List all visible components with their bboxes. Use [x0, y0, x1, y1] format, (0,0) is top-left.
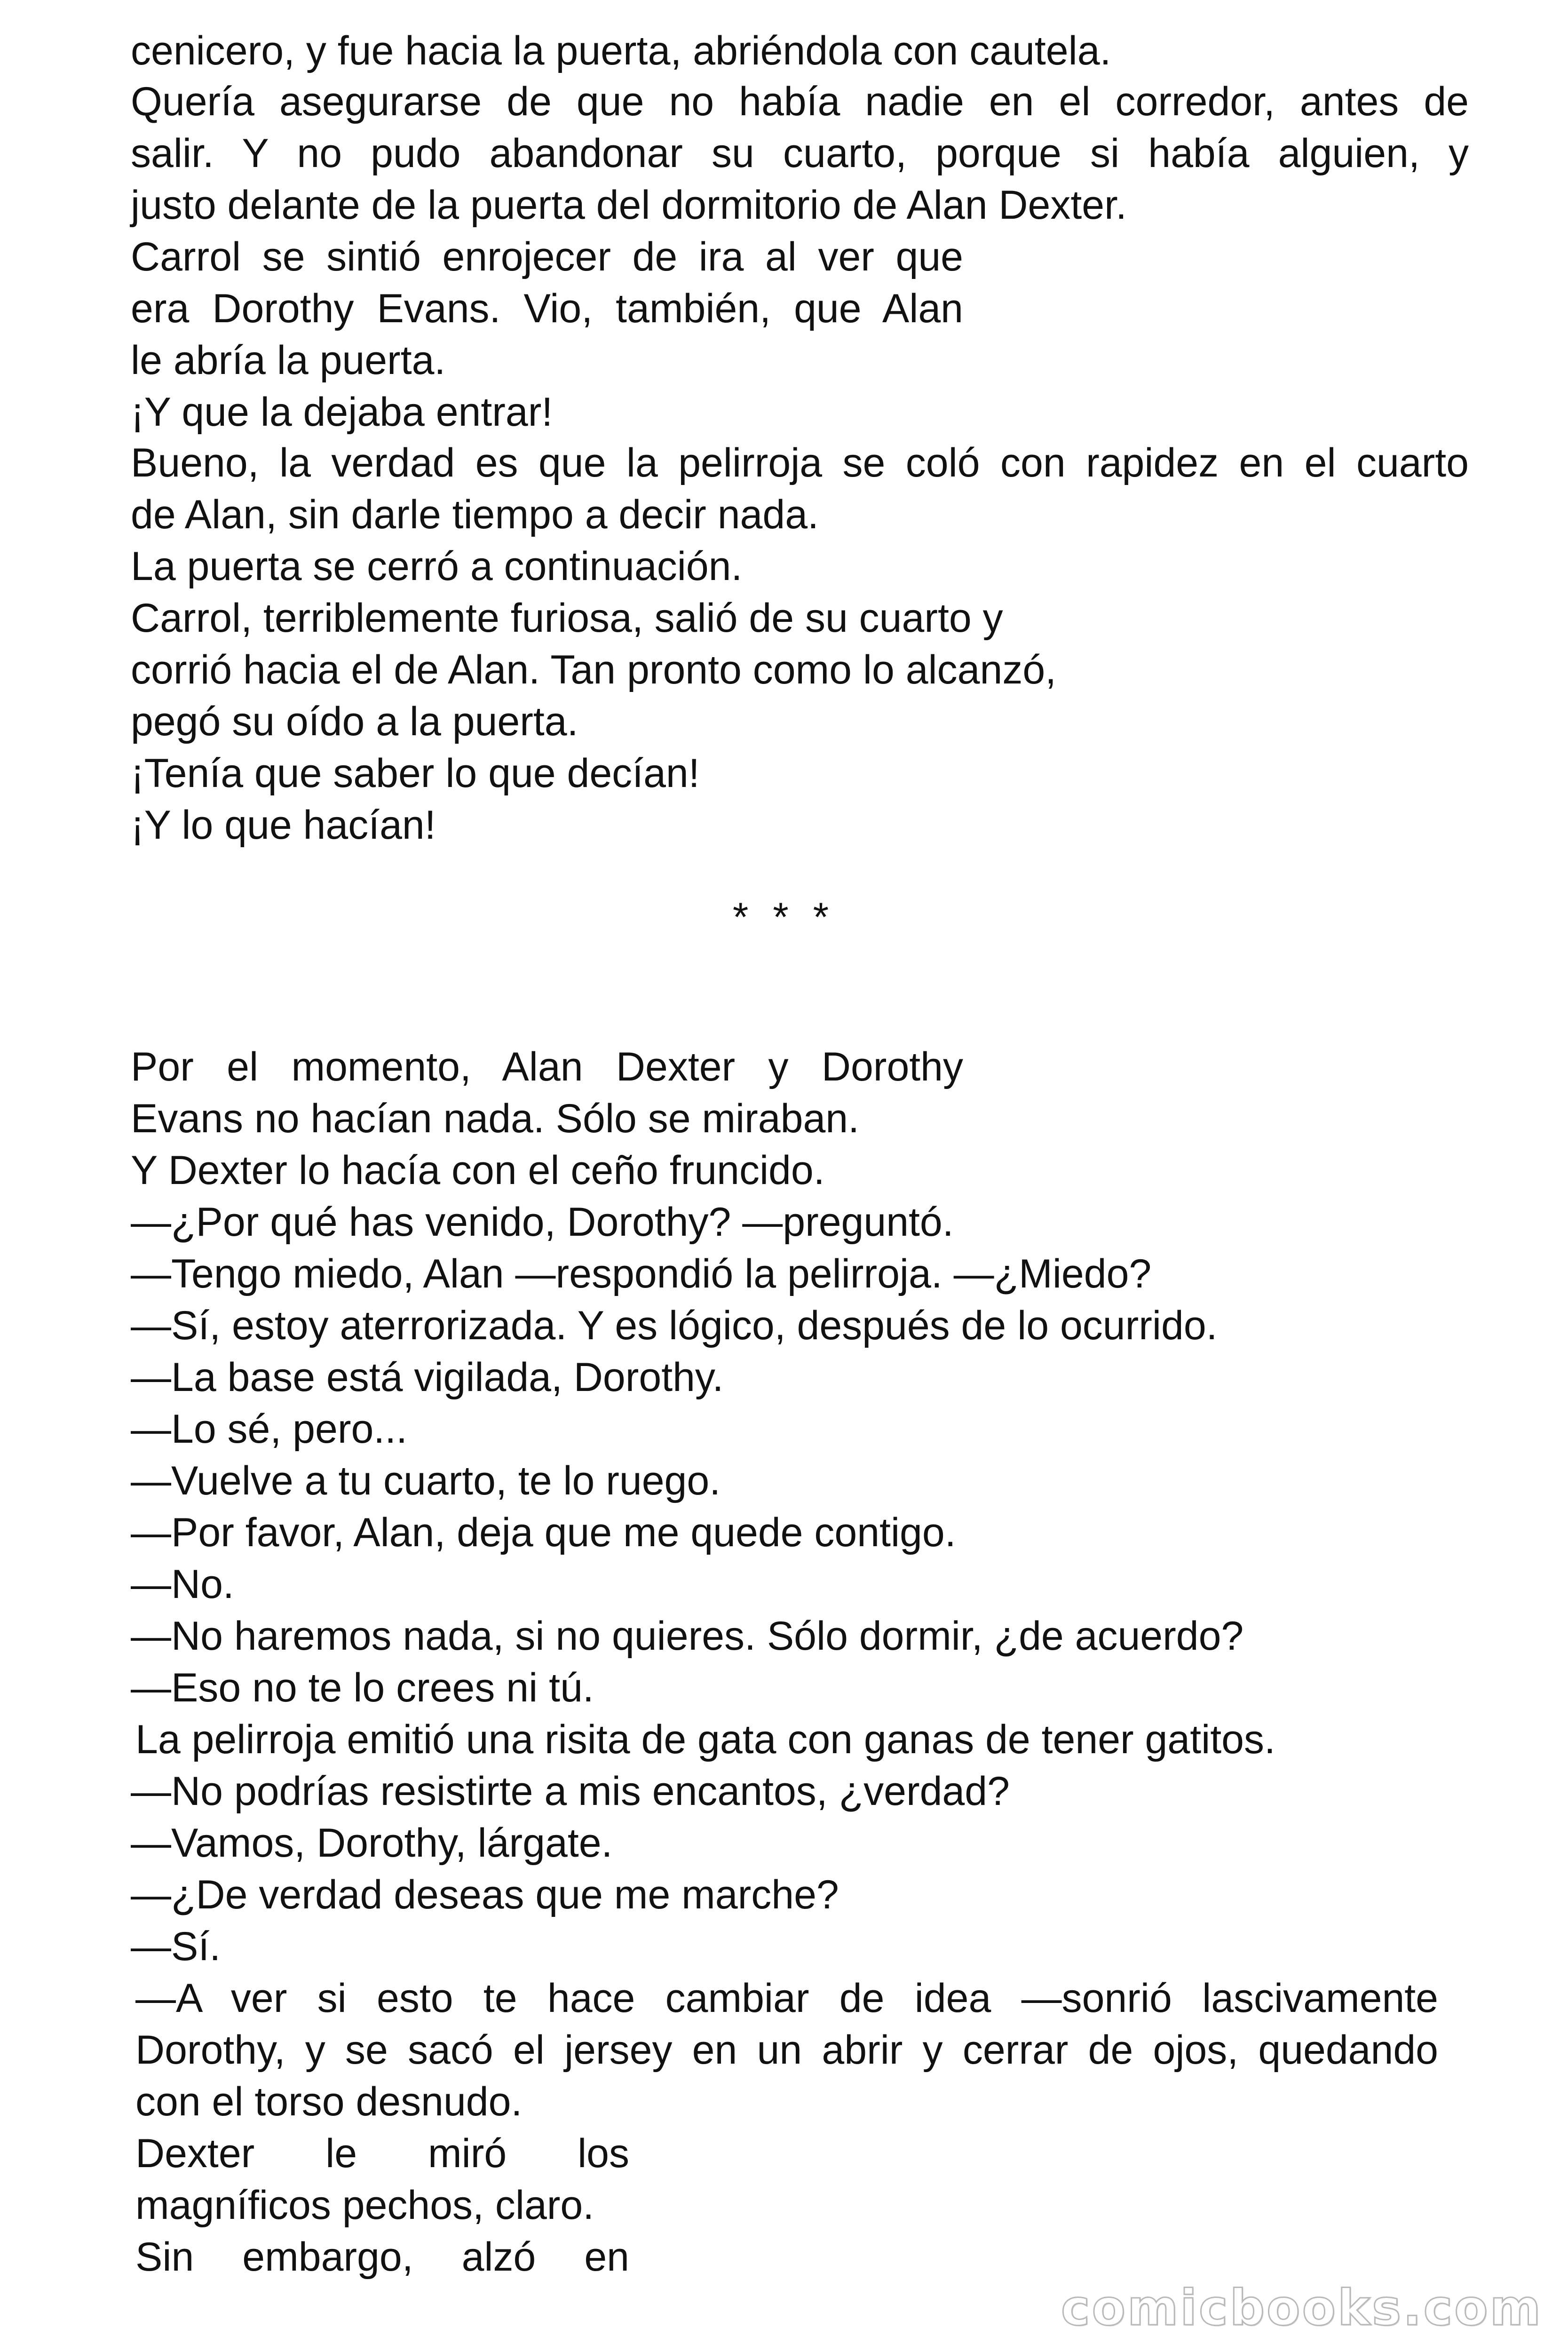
text-line: —No podrías resistirte a mis encantos, ¿verdad? [131, 1769, 1010, 1814]
text-line: Carrol se sintió enrojecer de ira al ver que [131, 234, 963, 279]
text-line: —A ver si esto te hace cambiar de idea —sonrió lascivamente [135, 1976, 1438, 2021]
watermark-logo: comicbooks.com [1061, 2279, 1543, 2336]
text-line: Dorothy, y se sacó el jersey en un abrir y cerrar de ojos, quedando [135, 2027, 1438, 2073]
text-line: —Eso no te lo crees ni tú. [131, 1665, 594, 1710]
text-line: —No. [131, 1562, 234, 1607]
text-line: —Vamos, Dorothy, lárgate. [131, 1820, 613, 1866]
text-line: —Vuelve a tu cuarto, te lo ruego. [131, 1458, 721, 1503]
text-line: ¡Tenía que saber lo que decían! [131, 751, 700, 796]
text-line: Carrol, terriblemente furiosa, salió de su cuarto y [131, 596, 1003, 641]
text-line: Bueno, la verdad es que la pelirroja se coló con rapidez en el cuarto [131, 440, 1469, 485]
text-line: Evans no hacían nada. Sólo se miraban. [131, 1096, 860, 1141]
text-line: Y Dexter lo hacía con el ceño fruncido. [131, 1148, 825, 1193]
text-line: le abría la puerta. [131, 338, 446, 383]
section-separator: * * * [732, 895, 836, 940]
text-line: era Dorothy Evans. Vio, también, que Alan [131, 286, 963, 331]
text-line: Quería asegurarse de que no había nadie en el corredor, antes de [131, 79, 1469, 124]
text-line: —Sí, estoy aterrorizada. Y es lógico, después de lo ocurrido. [131, 1303, 1218, 1348]
text-line: corrió hacia el de Alan. Tan pronto como lo alcanzó, [131, 647, 1057, 692]
text-line: Dexter le miró los [135, 2131, 629, 2176]
text-line: Por el momento, Alan Dexter y Dorothy [131, 1044, 963, 1089]
text-line: —¿Por qué has venido, Dorothy? —preguntó. [131, 1200, 954, 1245]
text-line: —Por favor, Alan, deja que me quede contigo. [131, 1510, 956, 1555]
text-line: salir. Y no pudo abandonar su cuarto, porque si había alguien, y [131, 131, 1469, 176]
text-line: con el torso desnudo. [135, 2079, 523, 2124]
text-line: —La base está vigilada, Dorothy. [131, 1355, 724, 1400]
text-line: —Tengo miedo, Alan —respondió la pelirroja. —¿Miedo? [131, 1251, 1152, 1296]
text-line: La pelirroja emitió una risita de gata con ganas de tener gatitos. [135, 1717, 1275, 1762]
text-line: cenicero, y fue hacia la puerta, abriéndola con cautela. [131, 28, 1111, 73]
text-line: de Alan, sin darle tiempo a decir nada. [131, 492, 819, 537]
text-line: —Sí. [131, 1924, 221, 1969]
text-line: magníficos pechos, claro. [135, 2183, 594, 2228]
text-line: —Lo sé, pero... [131, 1406, 407, 1452]
text-line: La puerta se cerró a continuación. [131, 544, 743, 589]
text-line: —¿De verdad deseas que me marche? [131, 1872, 839, 1917]
text-line: ¡Y que la dejaba entrar! [131, 389, 553, 435]
text-line: ¡Y lo que hacían! [131, 803, 436, 848]
text-line: Sin embargo, alzó en [135, 2234, 629, 2280]
text-line: justo delante de la puerta del dormitorio de Alan Dexter. [131, 183, 1127, 228]
text-line: —No haremos nada, si no quieres. Sólo dormir, ¿de acuerdo? [131, 1613, 1244, 1659]
text-line: pegó su oído a la puerta. [131, 699, 578, 744]
